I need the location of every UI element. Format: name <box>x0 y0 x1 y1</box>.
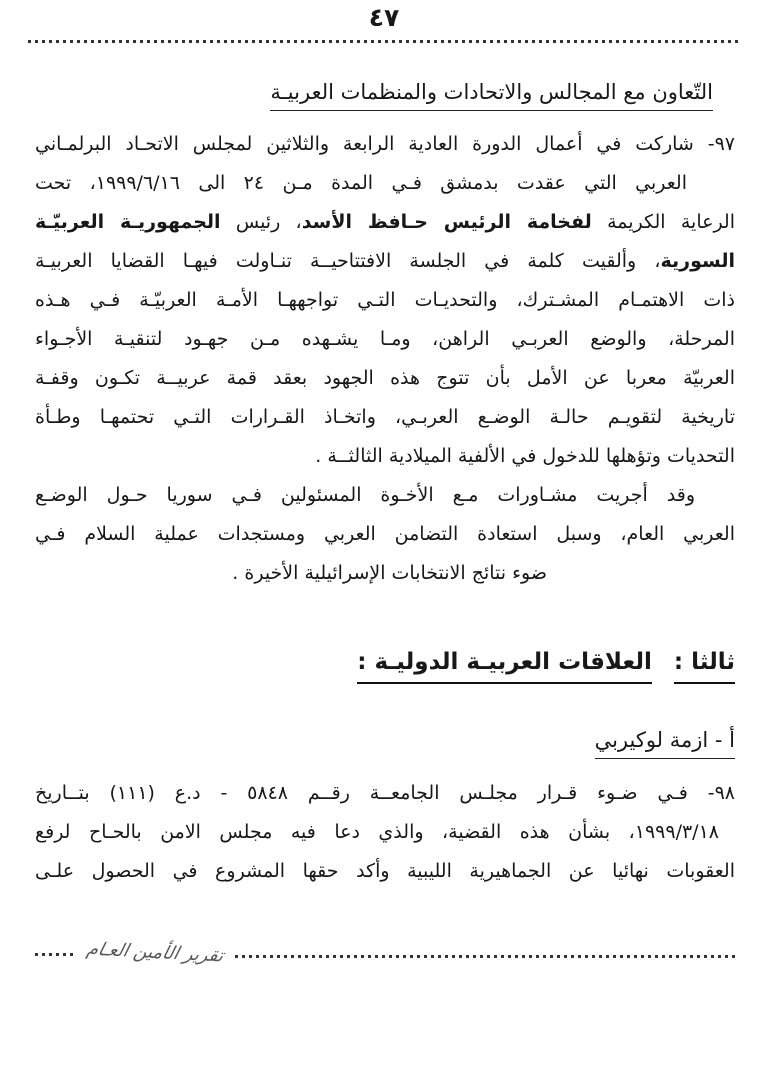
footer-note: تقرير الأمين العـام <box>84 938 226 967</box>
item-number: ٩٨- <box>707 782 735 804</box>
text-line: المرحلة، والوضع العربـي الراهن، ومـا يشـهده مـن جهـود لتنقيـة الأجـواء <box>35 328 735 350</box>
text-line: التحديات وتؤهلها للدخول في الألفية الميلادية الثالثــة . <box>315 445 735 467</box>
text-line: العربيّة معربا عن الأمل بأن تتوج هذه الجهود بعقد قمة عربيــة تكـون وقفـة <box>35 367 735 389</box>
page-number: ٤٧ <box>368 3 400 32</box>
footer-divider-right <box>235 955 735 958</box>
page-footer <box>0 938 768 967</box>
section-3-label: ثالثا : <box>674 649 735 684</box>
text-line: العربي العام، وسبل استعادة التضامن العربي ومستجدات عملية السلام فـي <box>35 523 735 545</box>
section-3-title: العلاقات العربيـة الدوليـة : <box>357 649 652 684</box>
subsection-a-title: أ - ازمة لوكيربي <box>595 728 735 759</box>
text-line <box>35 774 735 813</box>
paragraph-98 <box>35 774 735 891</box>
line-text: شاركت في أعمال الدورة العادية الرابعة والثلاثين لمجلس الاتحـاد البرلمـاني <box>35 133 694 155</box>
item-number: ٩٧- <box>707 133 735 155</box>
text-line <box>35 125 735 164</box>
footer-divider-left <box>35 953 75 956</box>
line-text: فـي ضـوء قـرار مجلـس الجامعــة رقــم ٥٨٤٨ - د.ع (١١١) بتــاريخ <box>35 782 688 804</box>
paragraph-97 <box>35 125 735 593</box>
chapter-heading-text: التّعاون مع المجالس والاتحادات والمنظمات العربيـة <box>270 80 713 111</box>
chapter-heading <box>35 77 735 107</box>
subsection-a-heading <box>35 725 735 755</box>
text-line: ذات الاهتمـام المشـترك، والتحديـات التـي تواجههـا الأمـة العربيّـة فـي هـذه <box>35 289 735 311</box>
text-line: تاريخية لتقويـم حالـة الوضـع العربـي، واتخـاذ القـرارات التـي تحتمهـا وطـأة <box>35 406 735 428</box>
text-line: وقد أجريت مشـاورات مـع الأخـوة المسئولين فـي سوريا حـول الوضـع <box>35 484 695 506</box>
top-divider <box>28 40 740 43</box>
text-line: العقوبات نهائيا عن الجماهيرية الليبية وأكد حقها المشروع في الحصول علـى <box>35 860 735 882</box>
section-3-heading <box>35 647 735 677</box>
text-line: السورية، وألقيت كلمة في الجلسة الافتتاحيــة تنـاولت فيهـا القضايا العربيـة <box>35 250 735 272</box>
text-line: ضوء نتائج الانتخابات الإسرائيلية الأخيرة . <box>232 562 547 584</box>
page-content <box>0 77 768 891</box>
text-line: الرعاية الكريمة لفخامة الرئيس حـافظ الأسد، رئيس الجمهوريـة العربيّـة <box>35 211 735 233</box>
text-line: ١٩٩٩/٣/١٨، بشأن هذه القضية، والذي دعا فيه مجلس الامن بالحـاح لرفع <box>35 821 719 843</box>
text-line: العربي التي عقدت بدمشق فـي المدة مـن ٢٤ الى ١٩٩٩/٦/١٦، تحت <box>35 172 687 194</box>
